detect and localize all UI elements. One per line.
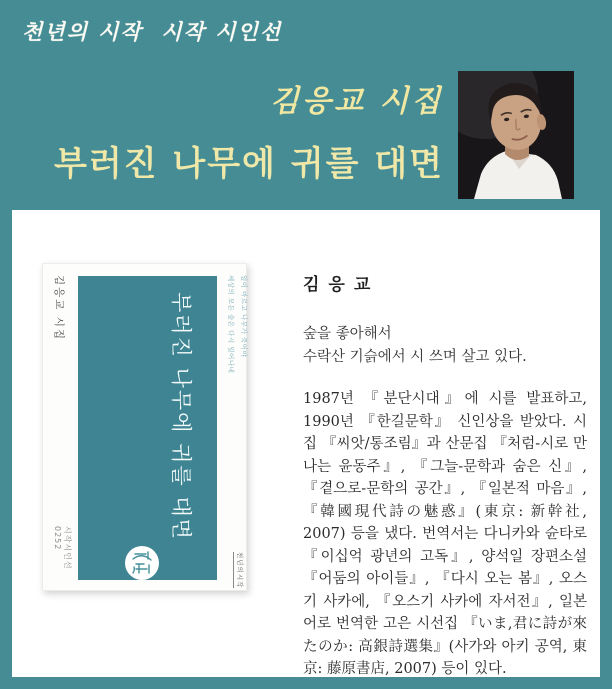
- author-bio-section: [303, 270, 587, 681]
- content-panel: [12, 210, 600, 677]
- author-name: 김응교: [303, 275, 380, 295]
- book-cover: [42, 263, 247, 591]
- author-collection-label: 김응교 시집: [270, 84, 444, 119]
- cover-tagline-line2: 세상의 모든 숲은 다시 일어나네: [227, 275, 235, 374]
- cover-publisher-mark: 천년의시작: [233, 552, 245, 588]
- cover-tagline-line1: 잎이 마르고 나무가 죽어야: [240, 275, 248, 358]
- portrait-illustration: [458, 71, 574, 199]
- cover-spine-author: 김응교 시집: [53, 275, 65, 342]
- cover-title-vertical: 부러진 나무에 귀를 대면: [169, 292, 193, 541]
- cover-tagline: [224, 275, 250, 375]
- cover-teal-block: [78, 276, 217, 580]
- author-intro: [303, 323, 587, 369]
- series-handwritten-label: 천년의 시작 시작 시인선: [22, 20, 283, 44]
- author-photo: [458, 71, 574, 199]
- book-title: 부러진 나무에 귀를 대면: [54, 144, 444, 184]
- author-biography: 1987년 『분단시대』에 시를 발표하고, 1990년 『한길문학』 신인상을 받았다. 시집 『씨앗/통조림』과 산문집 『처럼-시로 만나는 윤동주』, 『그늘-문학과 숨은 신』, 『곁으로-문학의 공간』, 『일본적 마음』, 『韓國現代詩の魅惑』(東京: 新幹社, 2007) 등을 냈다. 번역서는 다니카와 슌타로 『이십억 광년의 고독』, 양석일 장편소설 『어둠의 아이들』, 『다시 오는 봄』, 오스기 사카에, 『오스기 사카에 자서전』, 일본어로 번역한 고은 시선집 『いま,君に詩が來たのか: 高銀詩選集』(사가와 아키 공역, 東京: 藤原書店, 2007) 등이 있다.: [303, 391, 587, 677]
- cover-series-number: 시작시인선 0252: [53, 526, 72, 570]
- publisher-seal-icon: [125, 546, 159, 580]
- author-intro-line1: 숲을 좋아해서: [303, 326, 392, 342]
- author-intro-line2: 수락산 기슭에서 시 쓰며 살고 있다.: [303, 349, 527, 365]
